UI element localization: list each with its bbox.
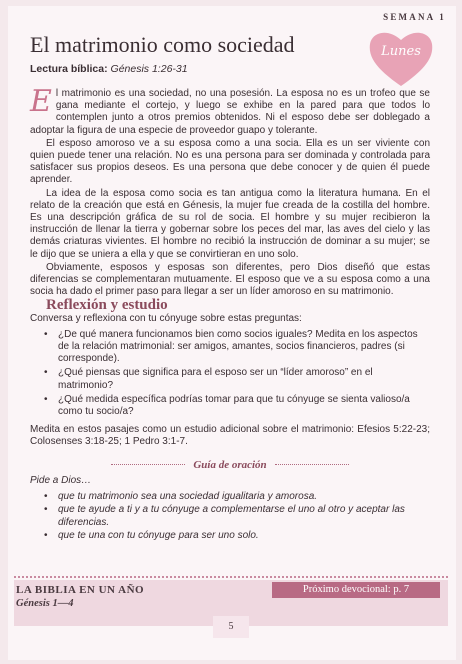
prayer-heading: Guía de oración (193, 458, 267, 471)
footer-divider (14, 576, 448, 578)
divider (111, 464, 185, 465)
question-item: • ¿Qué piensas que significa para el esposo ser un “líder amoroso” en el matrimonio? (58, 367, 430, 391)
reflection-intro: Conversa y reflexiona con tu cónyuge sobre estas preguntas: (30, 312, 302, 324)
reflection-heading: Reflexión y estudio (46, 297, 168, 314)
prayer-list (30, 491, 430, 542)
week-label: SEMANA 1 (383, 12, 446, 22)
page-number: 5 (213, 616, 249, 638)
divider (275, 464, 349, 465)
devotional-body (30, 80, 430, 543)
footer-series-title: LA BIBLIA EN UN AÑO (16, 584, 145, 596)
prayer-item: • que tu matrimonio sea una sociedad igualitaria y amorosa. (58, 491, 430, 503)
paragraph-1 (30, 84, 430, 137)
prayer-heading-row (30, 459, 430, 471)
paragraph-2: El esposo amoroso ve a su esposa como a una socia. Ella es un ser viviente con quien puede tener una relación. No es una persona para ser dominada y controlada para satisfacer sus propios deseos. Es una persona que debe conocer y de quien él puede aprender. (30, 137, 430, 186)
drop-cap: E (30, 84, 52, 119)
next-devotional-link[interactable]: Próximo devocional: p. 7 (272, 582, 440, 598)
day-label: Lunes (381, 44, 421, 59)
paragraph-3: La idea de la esposa como socia es tan antigua como la literatura humana. En el relato de la creación que está en Génesis, la mujer fue creada de la costilla del hombre. Es una descripción gráfica de su rol de socia. El hombre y su mujer recibieron la instrucción de llenar la tierra y gobernar sobre los peces del mar, las aves del cielo y las demás criaturas vivientes. El hombre no recibió la instrucción de dominar a su mujer; se le dijo que se uniera a ella y que se convirtieran en uno solo. (30, 187, 430, 260)
question-item: • ¿De qué manera funcionamos bien como socios iguales? Medita en los aspectos de la relación matrimonial: ser amigos, amantes, socios financieros, padres (si corresponde). (58, 329, 430, 366)
page-title: El matrimonio como sociedad (30, 32, 295, 57)
paragraph-4: Obviamente, esposos y esposas son diferentes, pero Dios diseñó que estas diferencias se complementaran mutuamente. El esposo que ve a su esposa como a una socia ha dado el primer paso para llegar a ser un líder amoroso en su matrimonio. (30, 261, 430, 298)
reading-label: Lectura bíblica: (30, 63, 108, 75)
bible-reading (30, 63, 188, 75)
question-item: • ¿Qué medida específica podrías tomar para que tu cónyuge se sienta valioso/a como tu socio/a? (58, 394, 430, 418)
reading-reference: Génesis 1:26-31 (110, 63, 188, 75)
paragraph-1-text: l matrimonio es una sociedad, no una posesión. La esposa no es un trofeo que se gana mediante el cortejo, y luego se exhibe en la pared para que todos lo contemplen junto a otros premios obtenidos. Ni el esposo debe ser doblegado a adoptar la figura de una especie de proveedor guapo y tolerante. (30, 88, 430, 136)
study-passages: Medita en estos pasajes como un estudio adicional sobre el matrimonio: Efesios 5:22-23; Colosenses 3:18-25; 1 Pedro 3:1-7. (30, 424, 430, 448)
footer-chapters: Génesis 1—4 (16, 598, 74, 609)
prayer-item: • que te ayude a ti y a tu cónyuge a complementarse el uno al otro y aceptar las diferencias. (58, 504, 430, 528)
question-list (30, 329, 430, 418)
prayer-intro: Pide a Dios… (30, 474, 92, 486)
prayer-item: • que te una con tu cónyuge para ser uno solo. (58, 530, 430, 542)
